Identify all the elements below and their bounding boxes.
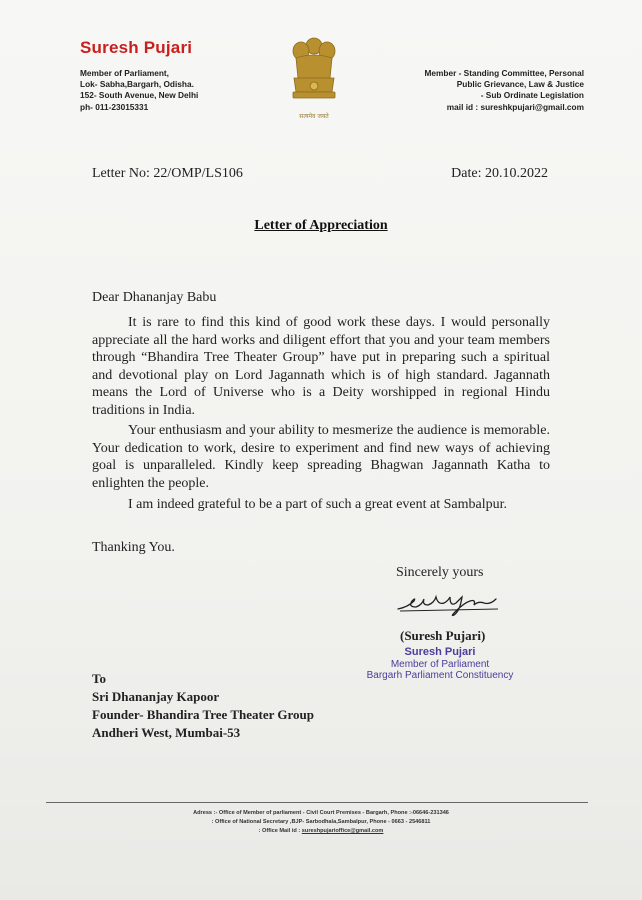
recipient-line: Sri Dhananjay Kapoor — [92, 689, 220, 704]
recipient-line: Andheri West, Mumbai-53 — [92, 725, 241, 740]
emblem-motto: सत्यमेव जयते — [299, 113, 329, 120]
letter-date: Date: 20.10.2022 — [451, 166, 548, 181]
official-stamp — [360, 647, 520, 682]
national-emblem-icon — [284, 34, 344, 120]
salutation: Dear Dhananjay Babu — [92, 290, 217, 305]
address-line: 152- South Avenue, New Delhi — [80, 90, 199, 101]
footer-line — [0, 827, 642, 836]
recipient-line: To — [92, 671, 106, 686]
letter-title: Letter of Appreciation — [254, 218, 388, 233]
footer-divider — [46, 802, 588, 803]
stamp-line: Suresh Pujari — [404, 646, 476, 658]
thanking-line: Thanking You. — [92, 540, 175, 555]
footer-line: : Office of National Secretary ,BJP- Sarbodhala,Sambalpur, Phone - 0663 - 2546811 — [211, 819, 431, 825]
footer-mail-link[interactable]: sureshpujarioffice@gmail.com — [301, 828, 384, 834]
closing-line: Sincerely yours — [396, 565, 484, 580]
body-paragraph: It is rare to find this kind of good work these days. I would personally appreciate all the hard works and diligent effort that you and your team members through “Bhandira Tree Theater Group” have put in preparing such a spiritual and devotional play on Lord Jagannath which is of high standard. Jagannath means the Lord of Universe who is a Deity worshipped in regional Hindu traditions in India. — [92, 315, 550, 418]
signer-name: (Suresh Pujari) — [400, 628, 486, 643]
stamp-line: Member of Parliament — [390, 658, 490, 670]
handwritten-signature — [394, 585, 504, 621]
recipient-block — [92, 670, 314, 742]
committee-line: Public Grievance, Law & Justice — [456, 79, 584, 90]
committee-line: Member - Standing Committee, Personal — [424, 68, 584, 78]
address-line: Lok- Sabha,Bargarh, Odisha. — [80, 79, 194, 90]
recipient-line: Founder- Bhandira Tree Theater Group — [92, 707, 314, 722]
letter-number: Letter No: 22/OMP/LS106 — [92, 166, 243, 181]
footer-line: Adress :- Office of Member of parliament - Civil Court Premises - Bargarh, Phone :-06646-231346 — [193, 810, 449, 816]
committee-line: - Sub Ordinate Legislation — [480, 90, 584, 101]
sender-address — [80, 68, 198, 113]
body-paragraph: I am indeed grateful to be a part of such a great event at Sambalpur. — [128, 497, 508, 512]
footer-mail-label: : Office Mail id : — [258, 828, 301, 834]
footer — [0, 809, 642, 836]
sender-name: Suresh Pujari — [80, 38, 193, 57]
stamp-line: Bargarh Parliament Constituency — [366, 670, 514, 681]
body-paragraph: Your enthusiasm and your ability to mesmerize the audience is memorable. Your dedication to work, desire to experiment and find new ways of achieving goal is unparalleled. Kindly keep spreading Bhagwan Jagannath Katha to enlighten the people. — [92, 423, 550, 491]
committee-info — [424, 68, 584, 113]
email-line: mail id : sureshkpujari@gmail.com — [446, 101, 584, 112]
address-line: ph- 011-23015331 — [80, 101, 149, 112]
address-line: Member of Parliament, — [80, 68, 169, 78]
